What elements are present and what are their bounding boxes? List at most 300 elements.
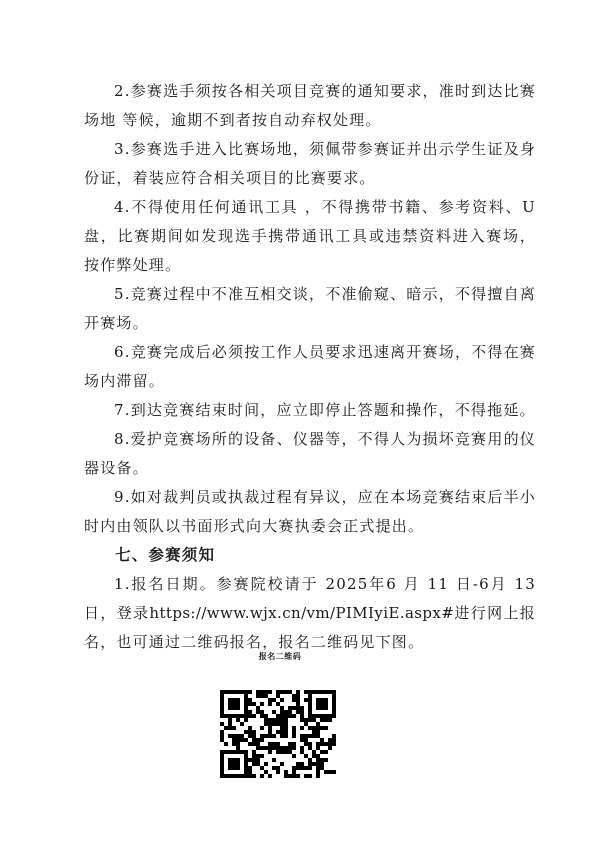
- qr-module: [324, 758, 328, 762]
- qr-module: [276, 750, 280, 754]
- qr-module: [312, 726, 316, 730]
- qr-module: [312, 734, 316, 738]
- qr-module: [308, 762, 312, 766]
- qr-module: [276, 730, 280, 734]
- rule-item-2: 2.参赛选手须按各相关项目竞赛的通知要求，准时到达比赛场地 等候，逾期不到者按自动弃权处理。: [84, 82, 536, 129]
- qr-module: [244, 754, 248, 758]
- qr-module: [256, 758, 260, 762]
- qr-module: [240, 774, 244, 778]
- qr-module: [248, 710, 252, 714]
- qr-module: [328, 746, 332, 750]
- qr-module: [268, 730, 272, 734]
- qr-module: [280, 706, 284, 710]
- qr-module: [288, 774, 292, 778]
- qr-module: [296, 762, 300, 766]
- qr-module: [268, 702, 272, 706]
- qr-module: [248, 690, 252, 694]
- qr-module: [328, 738, 332, 742]
- qr-module: [308, 718, 312, 722]
- qr-module: [308, 766, 312, 770]
- qr-module: [324, 706, 328, 710]
- qr-module: [316, 754, 320, 758]
- qr-module: [328, 714, 332, 718]
- qr-module: [332, 702, 336, 706]
- qr-module: [256, 706, 260, 710]
- qr-module: [324, 726, 328, 730]
- qr-module: [308, 758, 312, 762]
- qr-module: [276, 742, 280, 746]
- qr-module: [248, 770, 252, 774]
- qr-module: [240, 734, 244, 738]
- qr-module: [256, 762, 260, 766]
- qr-module: [264, 718, 268, 722]
- qr-module: [236, 690, 240, 694]
- qr-module: [232, 726, 236, 730]
- qr-module: [320, 702, 324, 706]
- qr-module: [236, 738, 240, 742]
- qr-module: [292, 742, 296, 746]
- qr-module: [248, 714, 252, 718]
- qr-module: [244, 758, 248, 762]
- qr-module: [300, 714, 304, 718]
- rule-item-7: 7.到达竞赛结束时间，应立即停止答题和操作，不得拖延。: [114, 401, 536, 419]
- qr-module: [236, 774, 240, 778]
- qr-module: [320, 738, 324, 742]
- qr-module: [232, 774, 236, 778]
- qr-module: [308, 714, 312, 718]
- qr-module: [280, 730, 284, 734]
- qr-module: [252, 730, 256, 734]
- qr-module: [288, 746, 292, 750]
- qr-module: [260, 774, 264, 778]
- qr-module: [316, 758, 320, 762]
- qr-module: [232, 702, 236, 706]
- qr-module: [320, 690, 324, 694]
- qr-module: [268, 726, 272, 730]
- qr-module: [296, 766, 300, 770]
- qr-module: [228, 726, 232, 730]
- qr-module: [228, 762, 232, 766]
- qr-module: [268, 742, 272, 746]
- qr-module: [316, 706, 320, 710]
- qr-module: [332, 738, 336, 742]
- qr-module: [220, 722, 224, 726]
- qr-module: [236, 706, 240, 710]
- qr-module: [296, 702, 300, 706]
- qr-module: [236, 742, 240, 746]
- registration-paragraph: [84, 570, 536, 657]
- qr-module: [272, 710, 276, 714]
- qr-module: [256, 746, 260, 750]
- qr-module: [284, 726, 288, 730]
- qr-module: [280, 710, 284, 714]
- qr-module: [244, 718, 248, 722]
- qr-module: [220, 766, 224, 770]
- qr-module: [280, 718, 284, 722]
- qr-module: [316, 746, 320, 750]
- qr-module: [320, 706, 324, 710]
- qr-module: [312, 718, 316, 722]
- qr-module: [260, 702, 264, 706]
- qr-module: [244, 730, 248, 734]
- qr-module: [328, 718, 332, 722]
- qr-module: [332, 742, 336, 746]
- qr-module: [304, 722, 308, 726]
- qr-module: [284, 750, 288, 754]
- qr-module: [304, 774, 308, 778]
- qr-module: [332, 698, 336, 702]
- qr-module: [320, 758, 324, 762]
- qr-module: [268, 750, 272, 754]
- qr-module: [324, 742, 328, 746]
- qr-module: [316, 766, 320, 770]
- qr-module: [248, 774, 252, 778]
- qr-module: [260, 766, 264, 770]
- qr-module: [228, 766, 232, 770]
- qr-module: [268, 690, 272, 694]
- qr-module: [272, 746, 276, 750]
- qr-module: [296, 694, 300, 698]
- qr-caption: 报名二维码: [258, 651, 302, 661]
- qr-module: [292, 726, 296, 730]
- qr-module: [256, 754, 260, 758]
- qr-module: [292, 694, 296, 698]
- qr-module: [228, 706, 232, 710]
- qr-module: [324, 718, 328, 722]
- qr-module: [232, 762, 236, 766]
- qr-module: [316, 690, 320, 694]
- rule-item-6: 6.竞赛完成后必须按工作人员要求迅速离开赛场，不得在赛 场内滞留。: [84, 343, 536, 390]
- qr-module: [284, 746, 288, 750]
- qr-module: [292, 734, 296, 738]
- qr-module: [288, 714, 292, 718]
- qr-module: [272, 722, 276, 726]
- qr-module: [256, 738, 260, 742]
- qr-module: [244, 714, 248, 718]
- qr-module: [244, 710, 248, 714]
- qr-module: [264, 714, 268, 718]
- qr-module: [332, 714, 336, 718]
- qr-module: [276, 746, 280, 750]
- rule-item-4: 4.不得使用任何通讯工具 ，不得携带书籍、参考资料、U 盘，比赛期间如发现选手携带通讯工具或违禁资料进入赛场，按作弊处理。: [84, 198, 536, 274]
- qr-module: [292, 706, 296, 710]
- qr-module: [248, 734, 252, 738]
- qr-module: [316, 730, 320, 734]
- qr-module: [300, 710, 304, 714]
- qr-module: [292, 714, 296, 718]
- qr-module: [280, 762, 284, 766]
- qr-module: [300, 746, 304, 750]
- qr-module: [308, 698, 312, 702]
- qr-module: [300, 726, 304, 730]
- qr-module: [304, 698, 308, 702]
- qr-module: [220, 730, 224, 734]
- qr-module: [324, 702, 328, 706]
- qr-module: [232, 738, 236, 742]
- qr-module: [240, 738, 244, 742]
- qr-module: [264, 722, 268, 726]
- qr-module: [276, 722, 280, 726]
- qr-module: [304, 718, 308, 722]
- qr-module: [280, 722, 284, 726]
- qr-module: [260, 746, 264, 750]
- qr-module: [328, 742, 332, 746]
- qr-module: [244, 774, 248, 778]
- qr-module: [288, 710, 292, 714]
- qr-module: [260, 690, 264, 694]
- qr-module: [320, 714, 324, 718]
- qr-module: [304, 690, 308, 694]
- qr-module: [280, 746, 284, 750]
- qr-module: [316, 702, 320, 706]
- qr-module: [308, 734, 312, 738]
- qr-module: [220, 710, 224, 714]
- qr-module: [248, 766, 252, 770]
- qr-module: [252, 714, 256, 718]
- qr-module: [220, 754, 224, 758]
- qr-module: [256, 690, 260, 694]
- qr-module: [232, 750, 236, 754]
- qr-module: [284, 722, 288, 726]
- registration-url-link[interactable]: https://www.wjx.cn/vm/PIMIyiE.aspx#: [149, 604, 455, 622]
- qr-module: [300, 734, 304, 738]
- qr-module: [228, 714, 232, 718]
- qr-module: [288, 742, 292, 746]
- qr-module: [228, 690, 232, 694]
- qr-module: [296, 690, 300, 694]
- qr-module: [304, 742, 308, 746]
- qr-module: [308, 706, 312, 710]
- qr-module: [268, 718, 272, 722]
- qr-module: [300, 738, 304, 742]
- qr-module: [284, 734, 288, 738]
- qr-module: [292, 746, 296, 750]
- qr-module: [308, 742, 312, 746]
- qr-module: [300, 750, 304, 754]
- qr-module: [312, 762, 316, 766]
- qr-module: [320, 762, 324, 766]
- qr-module: [312, 714, 316, 718]
- qr-module: [296, 774, 300, 778]
- qr-module: [284, 710, 288, 714]
- qr-module: [236, 746, 240, 750]
- qr-module: [292, 698, 296, 702]
- qr-module: [220, 706, 224, 710]
- qr-module: [288, 706, 292, 710]
- qr-module: [248, 730, 252, 734]
- qr-module: [224, 774, 228, 778]
- qr-module: [228, 734, 232, 738]
- qr-module: [280, 734, 284, 738]
- qr-module: [316, 714, 320, 718]
- qr-module: [276, 714, 280, 718]
- qr-module: [268, 746, 272, 750]
- qr-module: [220, 734, 224, 738]
- qr-module: [312, 754, 316, 758]
- qr-module: [308, 690, 312, 694]
- qr-module: [252, 754, 256, 758]
- qr-module: [308, 694, 312, 698]
- qr-module: [292, 770, 296, 774]
- qr-module: [292, 766, 296, 770]
- qr-module: [284, 774, 288, 778]
- qr-module: [272, 718, 276, 722]
- qr-module: [236, 762, 240, 766]
- qr-module: [256, 710, 260, 714]
- qr-module: [304, 766, 308, 770]
- qr-module: [332, 694, 336, 698]
- qr-module: [220, 714, 224, 718]
- qr-module: [280, 726, 284, 730]
- qr-module: [272, 698, 276, 702]
- qr-module: [244, 770, 248, 774]
- qr-module: [240, 722, 244, 726]
- qr-module: [324, 750, 328, 754]
- qr-module: [292, 774, 296, 778]
- qr-module: [300, 706, 304, 710]
- qr-module: [324, 714, 328, 718]
- qr-module: [260, 694, 264, 698]
- qr-module: [260, 734, 264, 738]
- qr-module: [296, 698, 300, 702]
- qr-module: [220, 698, 224, 702]
- qr-module: [264, 746, 268, 750]
- rule-item-9: 9.如对裁判员或执裁过程有异议，应在本场竞赛结束后半小 时内由领队以书面形式向大赛执委会正式提出。: [84, 488, 536, 535]
- qr-module: [232, 742, 236, 746]
- qr-module: [308, 774, 312, 778]
- qr-module: [332, 770, 336, 774]
- qr-module: [260, 754, 264, 758]
- qr-module: [324, 698, 328, 702]
- qr-module: [284, 714, 288, 718]
- qr-module: [296, 706, 300, 710]
- qr-module: [324, 690, 328, 694]
- qr-module: [300, 762, 304, 766]
- qr-module: [320, 742, 324, 746]
- qr-module: [244, 694, 248, 698]
- qr-module: [220, 774, 224, 778]
- qr-module: [332, 690, 336, 694]
- qr-module: [264, 770, 268, 774]
- qr-module: [252, 702, 256, 706]
- qr-module: [264, 762, 268, 766]
- qr-module: [320, 766, 324, 770]
- qr-module: [224, 690, 228, 694]
- qr-module: [224, 726, 228, 730]
- qr-module: [276, 766, 280, 770]
- qr-module: [320, 726, 324, 730]
- qr-module: [276, 770, 280, 774]
- qr-module: [304, 738, 308, 742]
- qr-module: [268, 774, 272, 778]
- qr-module: [236, 714, 240, 718]
- qr-module: [316, 774, 320, 778]
- qr-module: [252, 758, 256, 762]
- qr-module: [280, 750, 284, 754]
- qr-module: [256, 694, 260, 698]
- qr-module: [220, 770, 224, 774]
- qr-module: [260, 726, 264, 730]
- qr-module: [304, 734, 308, 738]
- qr-module: [316, 762, 320, 766]
- registration-qr-code: [220, 690, 336, 778]
- qr-module: [232, 698, 236, 702]
- qr-module: [272, 766, 276, 770]
- rule-item-5: 5.竞赛过程中不准互相交谈，不准偷窥、暗示，不得擅自离 开赛场。: [84, 285, 536, 332]
- qr-module: [224, 742, 228, 746]
- qr-module: [284, 718, 288, 722]
- qr-module: [220, 750, 224, 754]
- qr-module: [232, 766, 236, 770]
- rule-item-8: 8.爱护竞赛场所的设备、仪器等，不得人为损坏竞赛用的仪 器设备。: [84, 430, 536, 477]
- qr-module: [308, 710, 312, 714]
- qr-module: [280, 714, 284, 718]
- qr-module: [292, 754, 296, 758]
- qr-module: [252, 774, 256, 778]
- qr-module: [248, 758, 252, 762]
- qr-module: [220, 694, 224, 698]
- qr-module: [236, 750, 240, 754]
- registration-text-start: 1.报名日期。参赛院校请于 2025年6 月 11 日-6月 13 日，登录: [84, 575, 536, 622]
- qr-module: [288, 750, 292, 754]
- qr-module: [284, 770, 288, 774]
- qr-module: [236, 758, 240, 762]
- qr-module: [248, 726, 252, 730]
- registration-text-end: 进行网上报名，也可通过二维码报名，报名二维码见下图。: [84, 604, 536, 651]
- qr-module: [252, 738, 256, 742]
- qr-module: [240, 750, 244, 754]
- qr-module: [328, 770, 332, 774]
- qr-module: [256, 742, 260, 746]
- qr-module: [276, 694, 280, 698]
- qr-module: [320, 698, 324, 702]
- qr-module: [300, 718, 304, 722]
- qr-module: [244, 766, 248, 770]
- qr-module: [244, 702, 248, 706]
- qr-module: [260, 738, 264, 742]
- qr-module: [228, 774, 232, 778]
- qr-module: [248, 702, 252, 706]
- qr-module: [332, 706, 336, 710]
- qr-module: [224, 750, 228, 754]
- qr-module: [316, 770, 320, 774]
- qr-module: [328, 690, 332, 694]
- qr-module: [252, 762, 256, 766]
- qr-module: [280, 690, 284, 694]
- qr-module: [260, 710, 264, 714]
- qr-module: [272, 758, 276, 762]
- qr-module: [252, 742, 256, 746]
- rule-item-3: 3.参赛选手进入比赛场地，须佩带参赛证并出示学生证及身份证，着装应符合相关项目的比赛要求。: [84, 140, 536, 187]
- qr-module: [284, 730, 288, 734]
- qr-module: [320, 718, 324, 722]
- qr-module: [228, 750, 232, 754]
- qr-module: [332, 710, 336, 714]
- section-heading: 七、参赛须知: [115, 545, 216, 564]
- qr-module: [232, 714, 236, 718]
- qr-module: [244, 690, 248, 694]
- qr-module: [280, 698, 284, 702]
- qr-module: [232, 690, 236, 694]
- qr-module: [260, 714, 264, 718]
- qr-module: [220, 758, 224, 762]
- qr-module: [220, 762, 224, 766]
- qr-module: [272, 734, 276, 738]
- qr-module: [228, 718, 232, 722]
- qr-module: [316, 726, 320, 730]
- qr-module: [268, 698, 272, 702]
- qr-module: [316, 698, 320, 702]
